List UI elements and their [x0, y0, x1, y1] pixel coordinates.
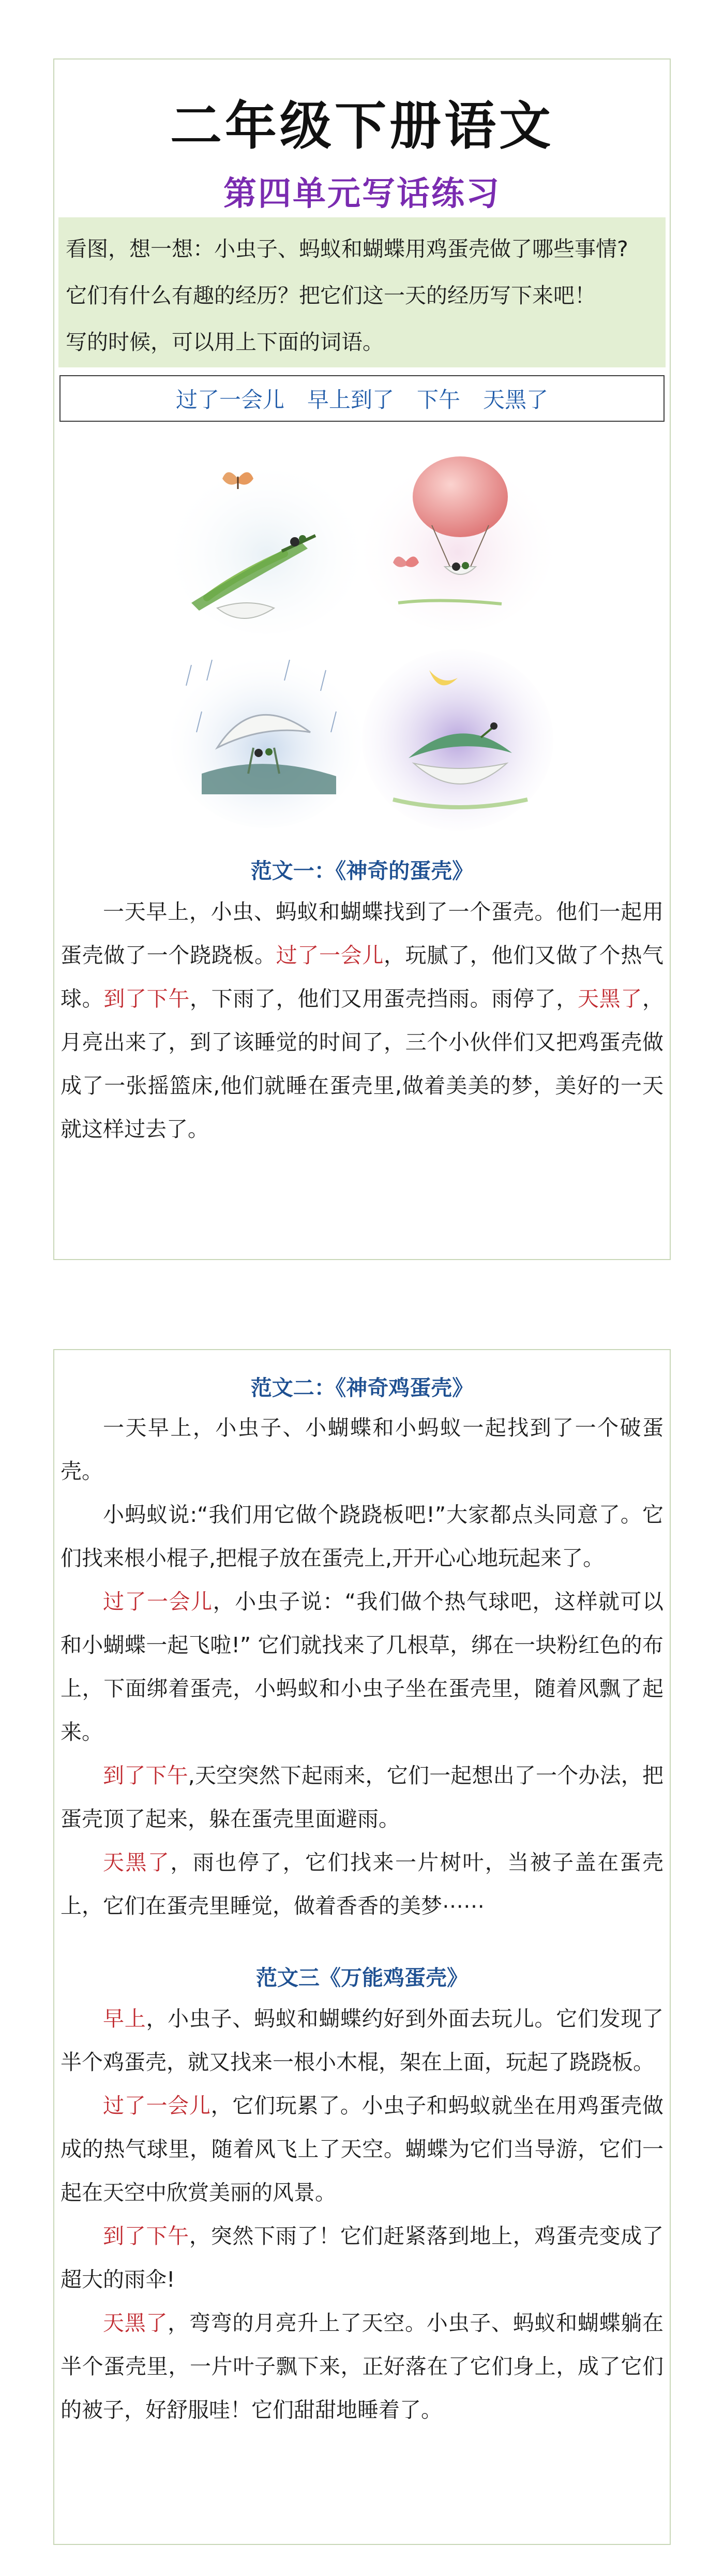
prompt-line-3: 写的时候，可以用上下面的词语。 — [66, 330, 384, 354]
story-illustration — [171, 442, 553, 836]
essay-text: ，突然下雨了！它们赶紧落到地上，鸡蛋壳变成了超大的雨伞! — [61, 2224, 664, 2292]
essay-paragraph — [61, 2214, 663, 2301]
essay-text: ，小虫子、蚂蚁和蝴蝶约好到外面去玩儿。它们发现了半个鸡蛋壳，就又找来一根小木棍，架在上面，玩起了跷跷板。 — [61, 2006, 664, 2075]
essay-text: ,天空突然下起雨来，它们一起想出了一个办法，把蛋壳顶了起来，躲在蛋壳里面避雨。 — [61, 1763, 664, 1831]
essay-3-body — [61, 1997, 663, 2432]
page-title: 二年级下册语文 — [170, 96, 554, 156]
essay-paragraph — [61, 1580, 663, 1754]
time-keyword: 早上 — [103, 2006, 146, 2031]
essay-paragraph: 小蚂蚁说:“我们用它做个跷跷板吧!”大家都点头同意了。它们找来根小棍子,把棍子放在蛋壳上,开开心心地玩起来了。 — [61, 1502, 663, 1571]
word-bank-item: 早上到了 — [307, 387, 394, 412]
word-bank-item: 天黑了 — [483, 387, 549, 412]
time-keyword: 到了下午 — [103, 2224, 189, 2248]
word-bank — [59, 375, 665, 422]
essay-text: ，小虫子说：“我们做个热气球吧，这样就可以和小蝴蝶一起飞啦!” 它们就找来了几根草，绑在一块粉红色的布上，下面绑着蛋壳，小蚂蚁和小虫子坐在蛋壳里，随着风飘了起来。 — [61, 1589, 664, 1744]
essay-2-body — [61, 1406, 663, 1928]
essay-text: ，月亮出来了，到了该睡觉的时间了，三个小伙伴们又把鸡蛋壳做成了一张摇篮床,他们就睡在蛋壳里,做着美美的梦，美好的一天就这样过去了。 — [61, 986, 664, 1142]
essay-paragraph — [61, 890, 663, 1151]
essay-2-title: 范文二：《神奇鸡蛋壳》 — [250, 1375, 474, 1400]
time-keyword: 到了下午 — [103, 1763, 188, 1788]
page-subtitle: 第四单元写话练习 — [223, 175, 501, 213]
essay-1-title: 范文一：《神奇的蛋壳》 — [250, 858, 474, 883]
essay-1-body — [61, 890, 663, 1151]
essay-text: 一天早上，小虫、蚂蚁和蝴蝶找到了一个蛋壳。他们一起用蛋壳做了一个跷跷板。 — [61, 899, 663, 968]
time-keyword: 天黑了 — [578, 986, 643, 1011]
panel-umbrella — [171, 652, 362, 828]
essay-paragraph: 一天早上，小虫子、小蝴蝶和小蚂蚁一起找到了一个破蛋壳。 — [61, 1415, 663, 1484]
panel-balloon — [362, 455, 553, 631]
essay-text: ，下雨了，他们又用蛋壳挡雨。雨停了， — [190, 986, 578, 1011]
essay-text: ，玩腻了，他们又做了个热气球。 — [61, 943, 664, 1011]
time-keyword: 天黑了 — [103, 2311, 168, 2335]
essay-paragraph — [61, 2301, 663, 2432]
panel-night-bed — [362, 649, 553, 831]
essay-text: ，雨也停了，它们找来一片树叶，当被子盖在蛋壳上，它们在蛋壳里睡觉，做着香香的美梦⋯⋯ — [61, 1850, 663, 1918]
essay-text: ，它们玩累了。小虫子和蚂蚁就坐在用鸡蛋壳做成的热气球里，随着风飞上了天空。蝴蝶为它们当导游，它们一起在天空中欣赏美丽的风景。 — [61, 2093, 664, 2205]
essay-paragraph — [61, 1997, 663, 2084]
essay-paragraph — [61, 1841, 663, 1928]
time-keyword: 天黑了 — [103, 1850, 171, 1875]
worksheet-page-1 — [53, 58, 671, 1260]
essay-text: ，弯弯的月亮升上了天空。小虫子、蚂蚁和蝴蝶躺在半个蛋壳里，一片叶子飘下来，正好落在了它们身上，成了它们的被子，好舒服哇！它们甜甜地睡着了。 — [61, 2311, 664, 2422]
prompt-line-1: 看图，想一想：小虫子、蚂蚁和蝴蝶用鸡蛋壳做了哪些事情? — [66, 236, 628, 261]
panel-seesaw — [171, 458, 362, 634]
essay-paragraph — [61, 2084, 663, 2214]
time-keyword: 到了下午 — [103, 986, 190, 1011]
time-keyword: 过了一会儿 — [103, 2093, 211, 2118]
prompt-line-2: 它们有什么有趣的经历？把它们这一天的经历写下来吧！ — [66, 283, 596, 308]
word-bank-item: 下午 — [417, 387, 461, 412]
writing-prompt — [58, 217, 666, 367]
essay-3-title: 范文三《万能鸡蛋壳》 — [256, 1965, 468, 1990]
word-bank-item: 过了一会儿 — [175, 387, 284, 412]
time-keyword: 过了一会儿 — [276, 943, 384, 968]
time-keyword: 过了一会儿 — [103, 1589, 213, 1614]
essay-paragraph — [61, 1754, 663, 1841]
worksheet-page-2 — [53, 1349, 671, 2545]
